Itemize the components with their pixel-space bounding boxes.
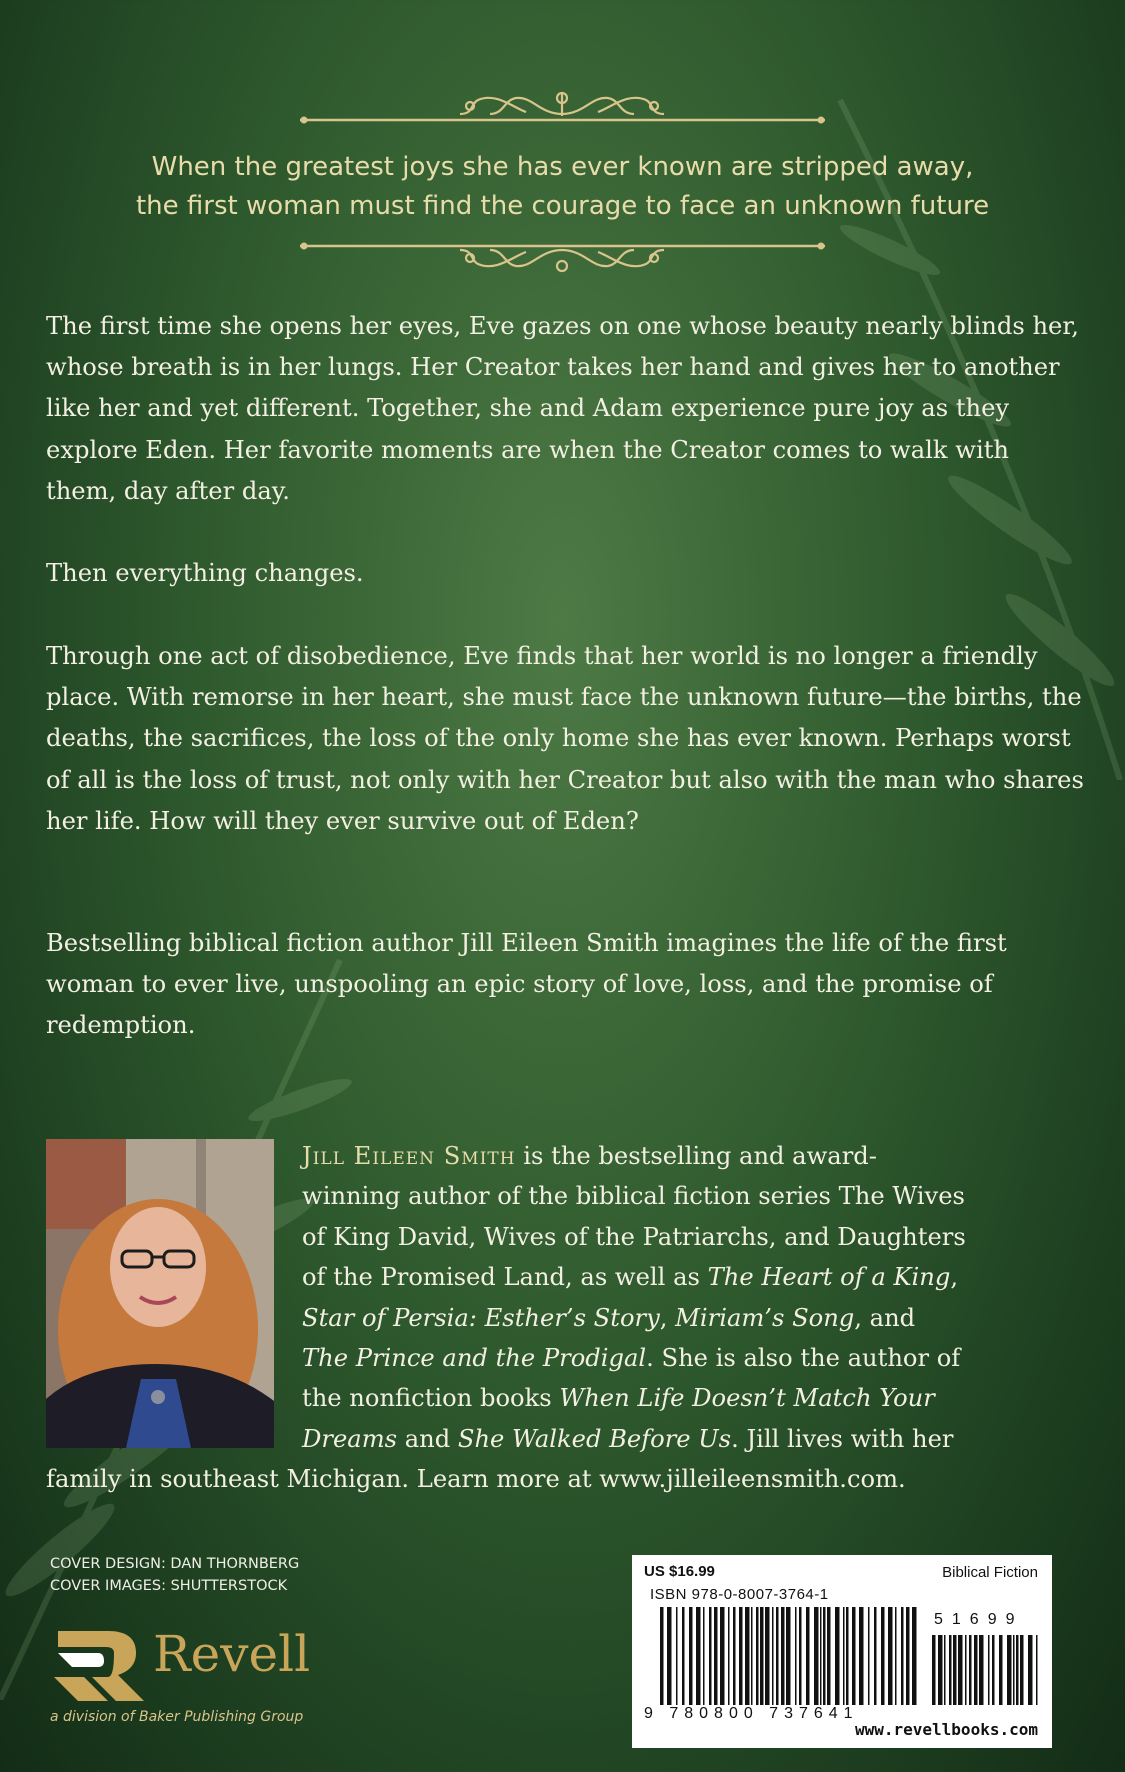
bio-text: of the Promised Land, as well as [302,1263,708,1292]
barcode-bar [938,1635,943,1705]
ornament-top [300,88,825,128]
barcode-bar [906,1607,910,1705]
barcode-bar [932,1635,936,1705]
barcode-addon-bars [932,1635,1042,1705]
barcode-bar [799,1607,802,1705]
barcode-bar [733,1607,736,1705]
barcode-bar [765,1607,770,1705]
genre-label: Biblical Fiction [942,1564,1038,1581]
barcode-bar [795,1607,797,1705]
barcode-bar [786,1607,791,1705]
barcode-bar [895,1607,897,1705]
barcode-bar [1028,1635,1033,1705]
barcode-bar [728,1607,730,1705]
barcode-bar [709,1607,712,1705]
barcode-bar [969,1635,972,1705]
publisher-website: www.revellbooks.com [854,1720,1038,1739]
barcode-bar [868,1607,870,1705]
revell-r-icon [48,1623,148,1703]
barcode-bar [823,1607,826,1705]
barcode-bar [949,1635,952,1705]
barcode-bar [820,1607,822,1705]
bio-text: family in southeast Michigan. Learn more at www.jilleileensmith.com. [46,1465,906,1494]
isbn: ISBN 978-0-8007-3764-1 [650,1586,829,1603]
barcode-bar [660,1607,664,1705]
barcode-bar [814,1607,819,1705]
publisher-name: Revell [153,1625,311,1683]
barcode-bar [944,1635,946,1705]
barcode-bar [974,1635,978,1705]
barcode-bar [859,1607,864,1705]
barcode-bar [714,1607,718,1705]
barcode-bar [745,1607,750,1705]
bio-text: is the bestselling and award- [515,1142,877,1170]
description-paragraph-3: Through one act of disobedience, Eve finds that her world is no longer a friendly place. With remorse in her heart, she must face the unknown future—the births, the deaths, the sacrifices, the loss of the only home she has ever known. Perhaps worst of all is the loss of trust, not only with her Creator but also with the man who shares her life. How will they ever survive out of Eden? [46,642,1084,835]
tagline-line-1: When the greatest joys she has ever known are stripped away, [151,152,974,182]
barcode-bar [953,1635,957,1705]
barcode-bar [1013,1635,1015,1705]
barcode-bar [1020,1635,1024,1705]
bio-text: , and [854,1303,916,1332]
barcode-bar [806,1607,810,1705]
author-bio [46,1136,1086,1500]
barcode-bar [760,1607,764,1705]
barcode-bar [874,1607,877,1705]
barcode-bar [751,1607,753,1705]
barcode-bar [881,1607,885,1705]
barcode-bar [852,1607,856,1705]
price: US $16.99 [644,1563,715,1580]
barcode-bar [703,1607,705,1705]
book-title: Dreams [302,1424,398,1453]
barcode-digits: 9 780800 737641 [644,1705,859,1722]
barcode-bar [846,1607,849,1705]
barcode-bar [1016,1635,1019,1705]
barcode-bar [720,1607,725,1705]
barcode-bar [843,1607,845,1705]
book-title: She Walked Before Us [457,1424,732,1453]
barcode-bar [1007,1635,1012,1705]
bio-text: . She is also the author of [646,1343,961,1372]
tagline [60,148,1065,226]
bio-text: the nonfiction books [302,1384,560,1413]
book-title: The Prince and the Prodigal [302,1343,647,1372]
barcode-bar [992,1635,995,1705]
bio-text: winning author of the biblical fiction series The Wives [302,1182,965,1211]
description-paragraph-2: Then everything changes. [46,559,364,587]
barcode-bar [999,1635,1003,1705]
description-paragraph-1: The first time she opens her eyes, Eve gazes on one whose beauty nearly blinds her, whose breath is in her lungs. Her Creator takes her hand and gives her to another like her and yet different. Together, she and Adam experience pure joy as they explore Eden. Her favorite moments are when the Creator comes to walk with them, day after day. [46,312,1079,505]
tagline-line-2: the first woman must find the courage to face an unknown future [135,191,990,221]
description-paragraph-4: Bestselling biblical fiction author Jill Eileen Smith imagines the life of the first woman to ever live, unspooling an epic story of love, loss, and the promise of redemption. [46,929,1007,1040]
barcode-main-bars [660,1607,920,1705]
barcode-bar [676,1607,678,1705]
barcode-bar [739,1607,743,1705]
barcode-label [632,1555,1052,1748]
addon-code: 51699 [934,1611,1024,1628]
barcode-bar [781,1607,785,1705]
barcode-bar [988,1635,990,1705]
cover-design-credit: COVER DESIGN: DAN THORNBERG [50,1556,300,1572]
barcode-bar [901,1607,904,1705]
barcode-bar [835,1607,840,1705]
book-title: The Heart of a King [707,1263,951,1292]
barcode-bar [696,1607,701,1705]
barcode-bar [912,1607,917,1705]
bio-text: , [659,1303,676,1332]
publisher-division: a division of Baker Publishing Group [50,1709,304,1725]
barcode-bar [772,1607,774,1705]
bio-text: , [950,1263,959,1292]
bio-text: and [397,1424,458,1453]
barcode-bar [965,1635,967,1705]
barcode-bar [1036,1635,1038,1705]
cover-credits [50,1553,299,1597]
barcode-bar [682,1607,685,1705]
book-title: When Life Doesn’t Match Your [559,1384,935,1413]
barcode-bar [979,1635,984,1705]
barcode-bar [888,1607,893,1705]
cover-images-credit: COVER IMAGES: SHUTTERSTOCK [50,1578,288,1594]
book-title: Star of Persia: Esther’s Story [302,1303,660,1332]
barcode-bar [689,1607,693,1705]
barcode-bar [776,1607,779,1705]
author-name: Jill Eileen Smith [302,1142,516,1170]
ornament-bottom [300,238,825,278]
barcode-bar [667,1607,672,1705]
bio-text: . Jill lives with her [731,1424,954,1453]
publisher-logo [48,1623,428,1738]
barcode-bar [827,1607,831,1705]
book-title: Miriam’s Song [675,1303,855,1332]
bio-text: of King David, Wives of the Patriarchs, and Daughters [302,1222,966,1251]
barcode-bar [958,1635,963,1705]
barcode-bar [756,1607,759,1705]
